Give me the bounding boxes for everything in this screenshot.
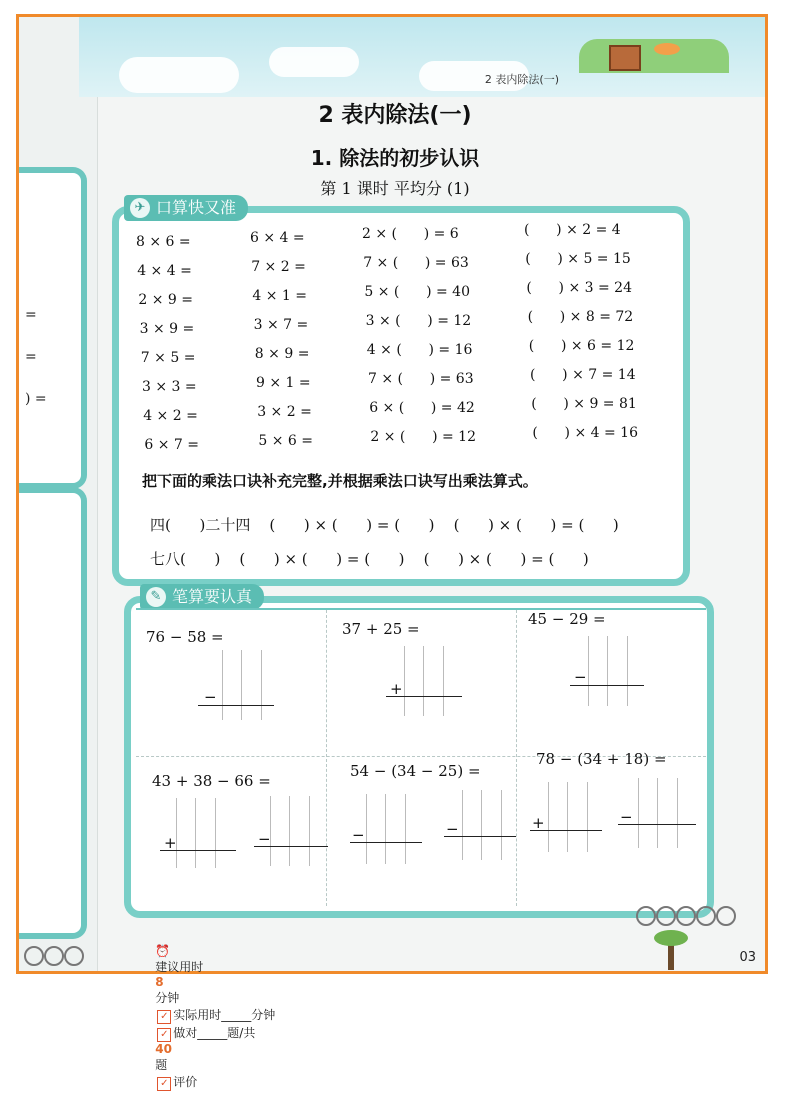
page-number: 03 <box>739 950 756 965</box>
page-header-banner <box>79 17 768 97</box>
grass-hill-decoration <box>579 39 729 73</box>
oral-problem[interactable]: 5 × 6 = <box>258 433 314 449</box>
running-header: 2 表内除法(一) <box>484 73 559 86</box>
oral-problem[interactable]: 7 × ( ) = 63 <box>363 255 469 271</box>
oral-problem[interactable]: 4 × 1 = <box>252 288 308 304</box>
time-footer: ⏰ 建议用时 8 分钟 ✓ 实际用时_____分钟 ✓ 做对_____题/共 40 题 ✓ 评价 <box>155 944 276 1089</box>
problem-4: 43 + 38 − 66 = <box>152 772 271 790</box>
oral-problem[interactable]: 3 × ( ) = 12 <box>365 313 472 329</box>
oral-problem[interactable]: 3 × 9 = <box>139 321 195 337</box>
operator-sign: − <box>620 808 633 826</box>
operator-sign: − <box>258 830 271 848</box>
oral-problem[interactable]: 2 × ( ) = 12 <box>370 429 476 445</box>
grid-divider <box>326 610 327 906</box>
oral-problem[interactable]: 9 × 1 = <box>256 375 311 391</box>
previous-page-box-lower <box>19 487 87 939</box>
actual-unit: 分钟 <box>251 1008 276 1022</box>
workspace-column[interactable] <box>222 650 262 720</box>
oral-problem[interactable]: 7 × ( ) = 63 <box>368 371 474 387</box>
operator-sign: − <box>204 688 217 706</box>
grid-divider <box>516 610 517 906</box>
correct-label: 做对 <box>173 1026 198 1040</box>
cloud-decoration <box>119 57 239 93</box>
workspace-column[interactable] <box>638 778 678 848</box>
rating-medal-icon[interactable] <box>716 906 736 926</box>
pen-icon: ✎ <box>146 587 166 607</box>
operator-sign: − <box>352 826 365 844</box>
problem-5: 54 − (34 − 25) = <box>350 762 481 780</box>
problem-3: 45 − 29 = <box>528 610 606 628</box>
rating-medal-icon[interactable] <box>636 906 656 926</box>
workspace-column[interactable] <box>270 796 310 866</box>
oral-problem[interactable]: 2 × ( ) = 6 <box>362 226 459 242</box>
section-tag-oral <box>124 195 248 221</box>
lesson-title: 1. 除法的初步认识 <box>310 146 480 170</box>
workspace-column[interactable] <box>548 782 588 852</box>
total-unit: 题 <box>155 1058 168 1072</box>
oral-problem[interactable]: ( ) × 5 = 15 <box>525 251 631 267</box>
oral-problem[interactable]: 4 × 4 = <box>137 263 192 279</box>
cloud-decoration <box>269 47 359 77</box>
oral-problem[interactable]: 7 × 2 = <box>251 259 306 275</box>
section-tag-written <box>140 584 264 610</box>
checkbox-icon[interactable]: ✓ <box>157 1010 171 1024</box>
oral-problem[interactable]: ( ) × 3 = 24 <box>526 280 632 296</box>
operator-sign: − <box>574 668 587 686</box>
tree-decoration <box>640 930 710 970</box>
operator-sign: + <box>390 680 403 698</box>
oral-problem[interactable]: ( ) × 8 = 72 <box>527 309 634 325</box>
rating-medal-icon[interactable] <box>656 906 676 926</box>
checkbox-icon[interactable]: ✓ <box>157 1028 171 1042</box>
suggest-unit: 分钟 <box>155 991 180 1005</box>
oral-problem[interactable]: 8 × 6 = <box>136 234 191 250</box>
oral-problem[interactable]: ( ) × 9 = 81 <box>531 396 637 412</box>
rating-medal-icon <box>44 946 64 966</box>
workspace-column[interactable] <box>462 790 502 860</box>
problem-6: 78 − (34 + 18) = <box>536 750 667 768</box>
oral-problem[interactable]: 3 × 3 = <box>142 379 197 395</box>
workspace-column[interactable] <box>176 798 216 868</box>
prev-mark: = <box>25 349 37 365</box>
prev-mark: = <box>25 307 37 323</box>
rate-label: 评价 <box>173 1075 198 1089</box>
house-decoration <box>609 45 641 71</box>
oral-problem[interactable]: 8 × 9 = <box>254 346 310 362</box>
operator-sign: + <box>164 834 177 852</box>
oral-problem[interactable]: 5 × ( ) = 40 <box>364 284 470 300</box>
suggest-value: 8 <box>155 975 164 989</box>
prev-mark: ) = <box>25 391 47 407</box>
rating-medal-icon <box>24 946 44 966</box>
fill-instruction: 把下面的乘法口诀补充完整,并根据乘法口诀写出乘法算式。 <box>142 472 538 490</box>
workspace-column[interactable] <box>366 794 406 864</box>
workspace-column[interactable] <box>588 636 628 706</box>
oral-problem[interactable]: 6 × ( ) = 42 <box>369 400 475 416</box>
oral-problem[interactable]: ( ) × 7 = 14 <box>530 367 636 383</box>
workspace-column[interactable] <box>404 646 444 716</box>
operator-sign: − <box>446 820 459 838</box>
oral-problem[interactable]: 4 × ( ) = 16 <box>366 342 473 358</box>
period-title: 第 1 课时 平均分 (1) <box>320 179 470 198</box>
fill-row-2[interactable]: 七八( ) ( ) × ( ) = ( ) ( ) × ( ) = ( ) <box>150 550 589 568</box>
oral-problem[interactable]: 3 × 7 = <box>253 317 309 333</box>
correct-mid: 题/共 <box>227 1026 256 1040</box>
rating-medal-icon[interactable] <box>676 906 696 926</box>
oral-problem[interactable]: 7 × 5 = <box>140 350 196 366</box>
unit-title: 2 表内除法(一) <box>318 103 472 128</box>
oral-problem[interactable]: 6 × 4 = <box>250 230 305 246</box>
suggest-label: 建议用时 <box>155 960 204 974</box>
section-tag-label: 口算快又准 <box>156 198 237 217</box>
coin-decoration <box>654 43 680 55</box>
rating-medal-icon[interactable] <box>696 906 716 926</box>
oral-problem[interactable]: 2 × 9 = <box>138 292 194 308</box>
previous-page-box <box>19 167 87 489</box>
clock-icon: ⏰ <box>155 944 171 958</box>
total-value: 40 <box>155 1042 172 1056</box>
fill-row-1[interactable]: 四( )二十四 ( ) × ( ) = ( ) ( ) × ( ) = ( ) <box>150 516 619 534</box>
actual-label: 实际用时 <box>173 1008 222 1022</box>
oral-problem[interactable]: ( ) × 6 = 12 <box>528 338 635 354</box>
problem-1: 76 − 58 = <box>146 628 224 646</box>
oral-problem[interactable]: ( ) × 2 = 4 <box>524 222 621 238</box>
operator-sign: + <box>532 814 545 832</box>
problem-2: 37 + 25 = <box>342 620 420 638</box>
oral-problem[interactable]: ( ) × 4 = 16 <box>532 425 638 441</box>
rating-medal-icon <box>64 946 84 966</box>
rocket-icon: ✈ <box>130 198 150 218</box>
oral-problem[interactable]: 4 × 2 = <box>143 408 198 424</box>
section-tag-label: 笔算要认真 <box>172 587 253 606</box>
oral-problem[interactable]: 6 × 7 = <box>144 437 200 453</box>
checkbox-icon[interactable]: ✓ <box>157 1077 171 1091</box>
oral-problem[interactable]: 3 × 2 = <box>257 404 312 420</box>
